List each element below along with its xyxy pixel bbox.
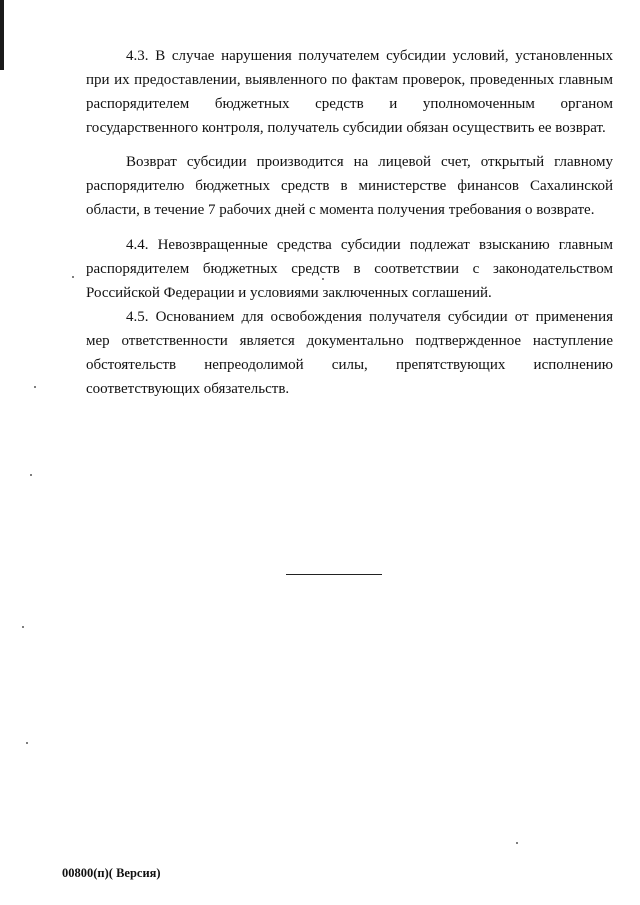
- end-separator-line: [286, 574, 382, 575]
- paragraph-4-5: 4.5. Основанием для освобождения получателя субсидии от применения мер ответственности является документально подтвержденное наступление обстоятельств непреодолимой силы, препятствующих исполнению соответствующих обязательств.: [86, 309, 613, 397]
- document-body: [86, 44, 613, 401]
- paragraph-refund-procedure: Возврат субсидии производится на лицевой счет, открытый главному распорядителю бюджетных средств в министерстве финансов Сахалинской области, в течение 7 рабочих дней с момента получения требования о возврате.: [86, 154, 613, 218]
- scan-speck: [34, 386, 36, 388]
- scan-speck: [72, 276, 74, 278]
- scan-speck: [322, 278, 324, 280]
- scan-speck: [516, 842, 518, 844]
- footer-document-code: 00800(п)( Версия): [62, 866, 161, 880]
- paragraph-4-4: 4.4. Невозвращенные средства субсидии подлежат взысканию главным распорядителем бюджетных средств в соответствии с законодательством Российской Федерации и условиями заключенных соглашений.: [86, 237, 613, 301]
- scan-speck: [30, 474, 32, 476]
- paragraph-4-3: 4.3. В случае нарушения получателем субсидии условий, установленных при их предоставлении, выявленного по фактам проверок, проведенных главным распорядителем бюджетных средств и уполномоченным органом государственного контроля, получатель субсидии обязан осуществить ее возврат.: [86, 48, 613, 136]
- scan-edge-mark: [0, 0, 4, 70]
- scan-speck: [22, 626, 24, 628]
- scan-speck: [26, 742, 28, 744]
